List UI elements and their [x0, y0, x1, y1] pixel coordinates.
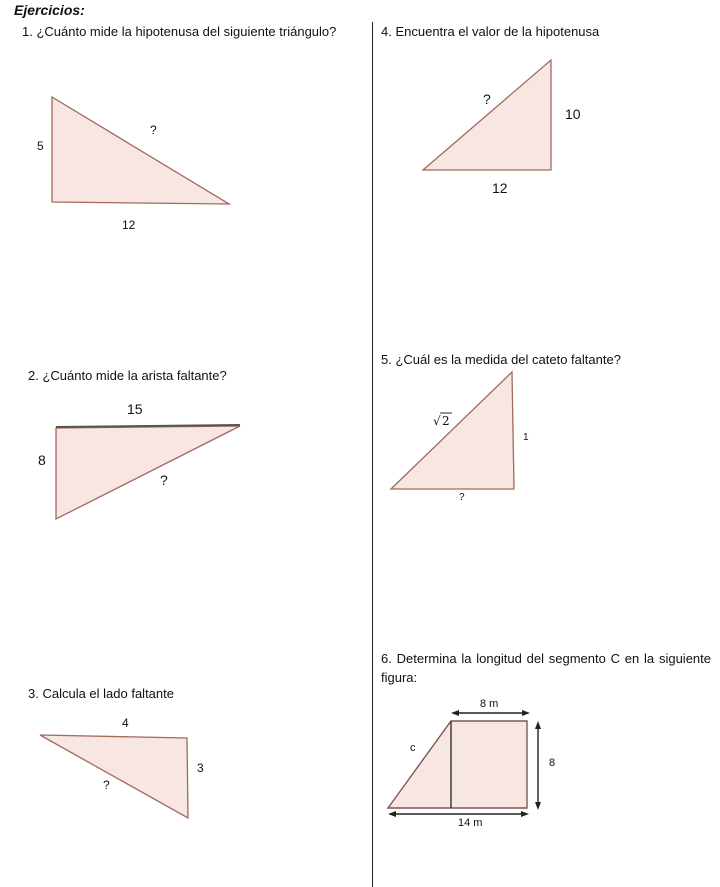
exercise-5-sqrt-symbol: √ [433, 414, 441, 428]
exercise-3-label-hyp: ? [103, 778, 110, 792]
exercise-4-label-hyp: ? [483, 91, 491, 107]
exercise-5-label-hyp: ? [459, 492, 465, 503]
exercise-2-label-8: 8 [38, 452, 46, 468]
exercise-3-label-4: 4 [122, 716, 129, 730]
exercise-1-label-5: 5 [37, 139, 44, 153]
page-title: Ejercicios: [14, 2, 85, 18]
exercise-5-label-1: 1 [523, 432, 529, 443]
exercise-6-label-8m: 8 m [480, 698, 499, 710]
exercise-2-text: 2. ¿Cuánto mide la arista faltante? [28, 368, 227, 383]
exercise-2-label-15: 15 [127, 401, 143, 417]
exercise-1-label-12: 12 [122, 218, 136, 232]
exercise-6-label-14m: 14 m [458, 817, 483, 829]
exercise-2-label-hyp: ? [160, 472, 168, 488]
exercise-6-label-8: 8 [549, 757, 556, 769]
exercise-6-label-c: c [410, 742, 416, 754]
exercise-4-label-10: 10 [565, 106, 581, 122]
exercise-3-label-3: 3 [197, 761, 204, 775]
exercise-4-label-12: 12 [492, 180, 508, 196]
exercise-4-text: 4. Encuentra el valor de la hipotenusa [381, 24, 600, 39]
exercise-3-text: 3. Calcula el lado faltante [28, 686, 174, 701]
exercise-5-text: 5. ¿Cuál es la medida del cateto faltante? [381, 352, 621, 367]
exercise-6-trapezoid [388, 721, 527, 808]
exercise-1-text: 1. ¿Cuánto mide la hipotenusa del siguiente triángulo? [22, 24, 337, 39]
exercise-1-label-hyp: ? [150, 123, 157, 137]
exercise-5-label-sqrt: 2 [442, 414, 450, 428]
exercise-6-text: 6. Determina la longitud del segmento C en la siguiente figura: [381, 651, 711, 685]
